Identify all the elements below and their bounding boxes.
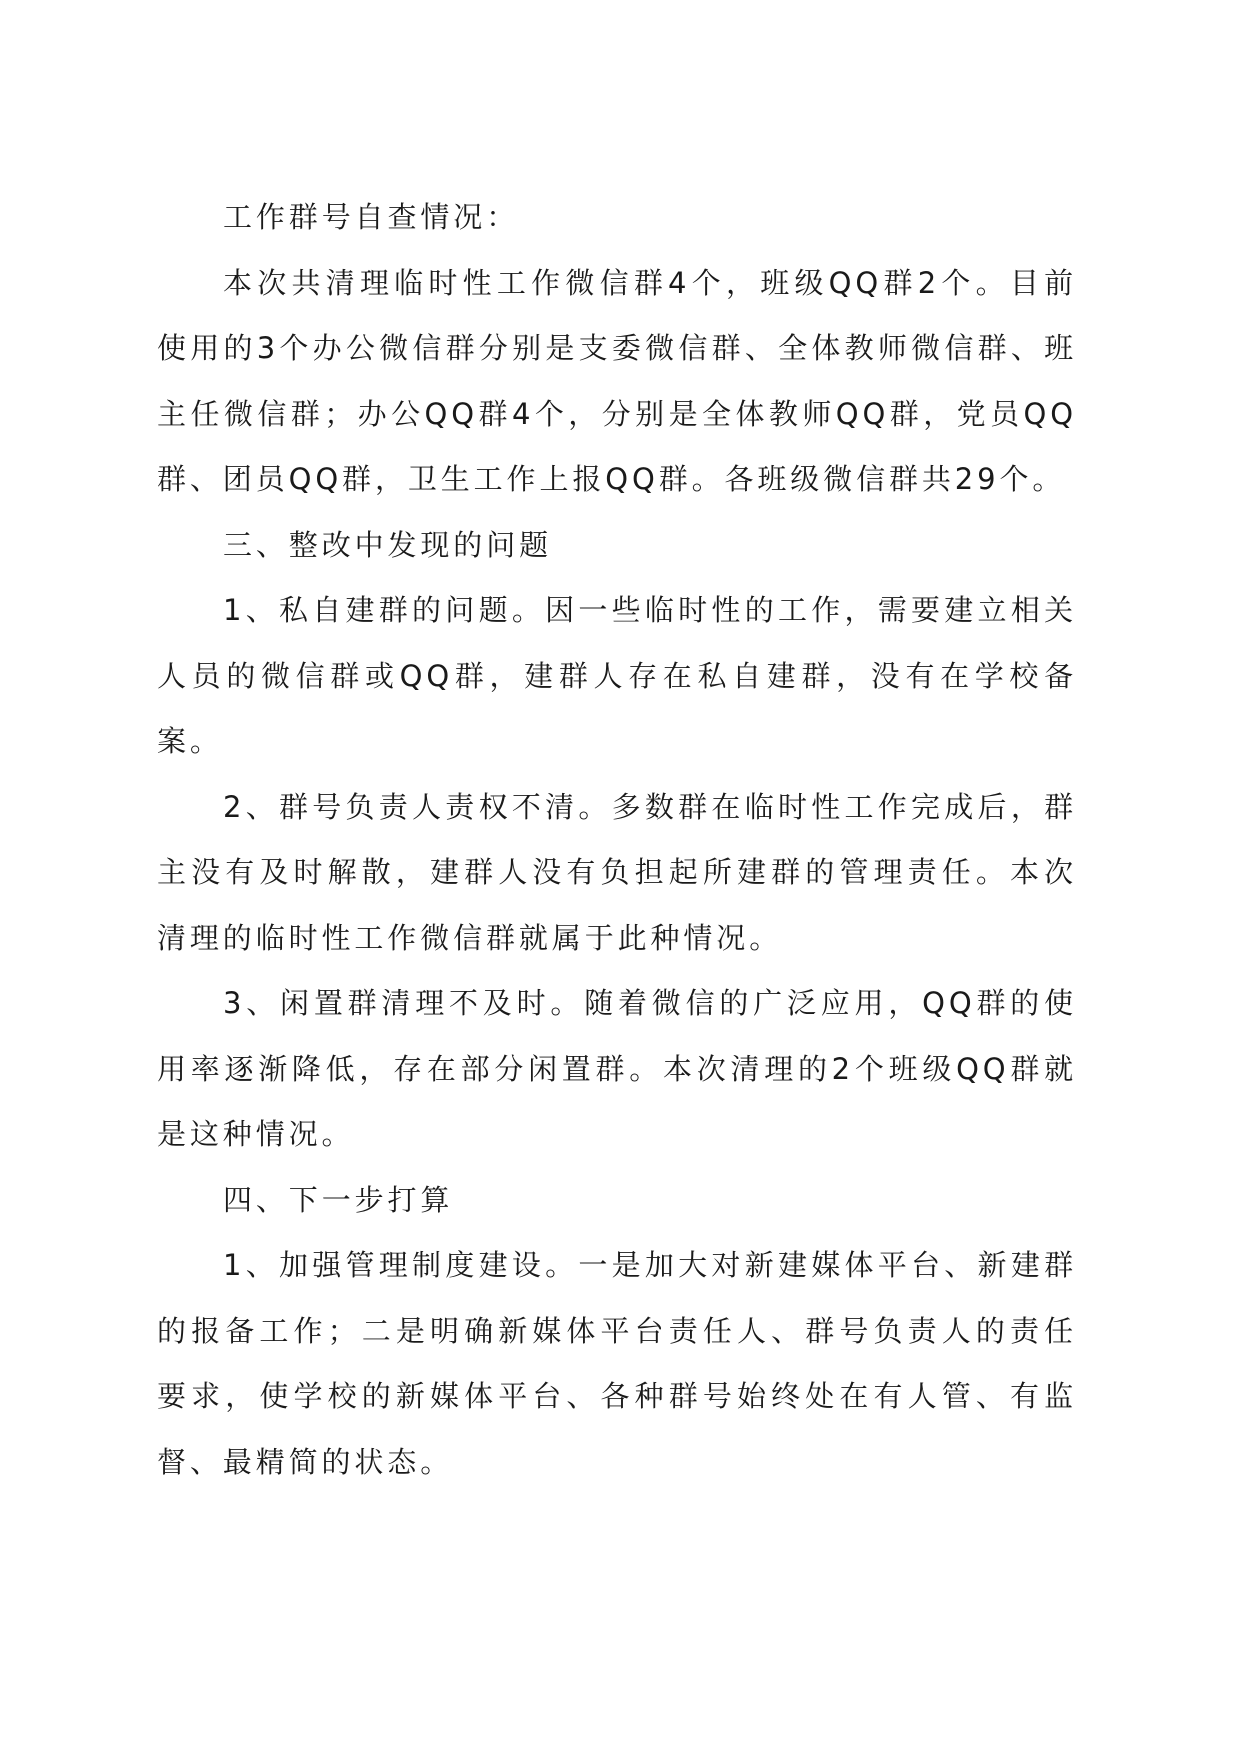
paragraph-self-check-heading: 工作群号自查情况：	[223, 200, 520, 234]
section-heading-problems: 三、整改中发现的问题	[223, 527, 553, 562]
paragraph-next-step-1: 1、加强管理制度建设。一是加大对新建媒体平台、新建群的报备工作；二是明确新媒体平台责任人、群号负责人的责任要求，使学校的新媒体平台、各种群号始终处在有人管、有监督、最精简的状态。	[157, 1248, 1077, 1479]
paragraph-problem-2: 2、群号负责人责权不清。多数群在临时性工作完成后，群主没有及时解散，建群人没有负担起所建群的管理责任。本次清理的临时性工作微信群就属于此种情况。	[157, 789, 1077, 955]
section-heading-next-steps: 四、下一步打算	[223, 1182, 454, 1217]
paragraph-problem-3: 3、闲置群清理不及时。随着微信的广泛应用，QQ群的使用率逐渐降低，存在部分闲置群。本次清理的2个班级QQ群就是这种情况。	[157, 986, 1077, 1151]
document-page	[157, 185, 1077, 1495]
paragraph-problem-1: 1、私自建群的问题。因一些临时性的工作，需要建立相关人员的微信群或QQ群，建群人存在私自建群，没有在学校备案。	[157, 593, 1077, 758]
paragraph-group-summary: 本次共清理临时性工作微信群4个，班级QQ群2个。目前使用的3个办公微信群分别是支委微信群、全体教师微信群、班主任微信群；办公QQ群4个，分别是全体教师QQ群，党员QQ群、团员QQ群，卫生工作上报QQ群。各班级微信群共29个。	[157, 265, 1077, 496]
